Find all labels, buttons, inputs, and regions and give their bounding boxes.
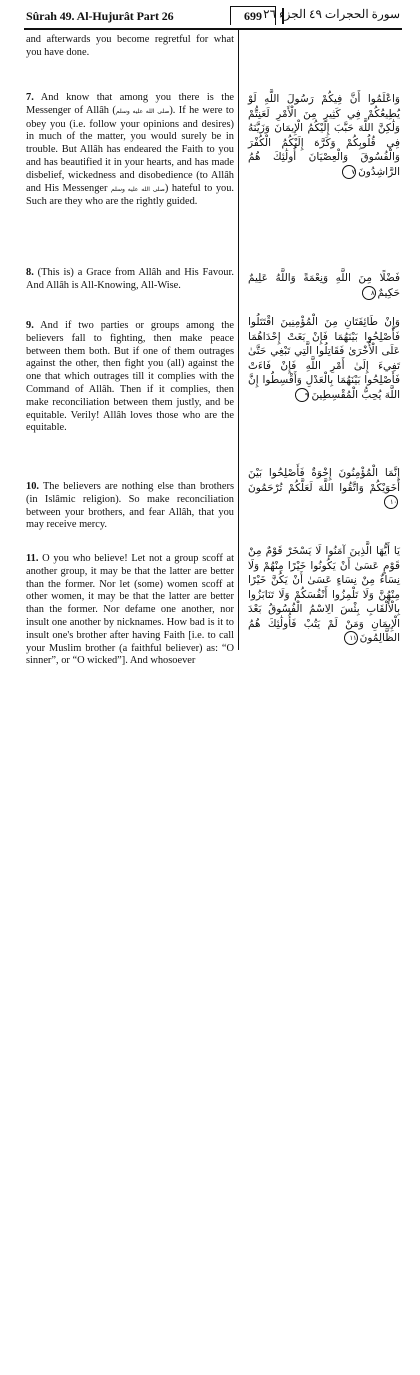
verse-number: 7. xyxy=(26,92,34,103)
honorific: صلى الله عليه وسلم xyxy=(111,185,165,193)
verse-8-arabic: فَضْلًا مِنَ اللَّهِ وَنِعْمَةً وَاللَّهُ عَلِيمٌ حَكِيمٌ٨ xyxy=(248,272,400,299)
verse-9-translation: 9. And if two parties or groups among the believers fall to fighting, then make peace between them both. But if one of them outrages against the other, then fight you (all) against the one that which outrages till it complies with the Command of Allâh. Then if it complies, then make reconciliation between them justly, and be equitable. Verily! Allâh loves those who are the equitable. xyxy=(26,320,234,434)
surah-title: Sûrah 49. Al-Hujurât Part 26 xyxy=(26,9,174,23)
column-divider xyxy=(238,30,239,650)
verse-11-translation: 11. O you who believe! Let not a group scoff at another group, it may be that the latter are better than the former. Nor let (some) women scoff at other women, it may be that the latter are better than the former. Nor defame one another, nor insult one another by nicknames. How bad is it to insult one's brother after having Faith [i.e. to call your Muslim brother (a faithful believer) as: “O sinner”, or “O wicked”]. And whosoever xyxy=(26,553,234,667)
arabic-surah-title: سورة الحجرات ٤٩ الجزء ٢٦ xyxy=(263,7,400,21)
verse-10-translation: 10. The believers are nothing else than brothers (in Islâmic religion). So make reconciliation between your brothers, and fear Allâh, that you may receive mercy. xyxy=(26,481,234,531)
verse-7-translation: 7. And know that among you there is the Messenger of Allâh (صلى الله عليه وسلم). If he were to obey you (i.e. follow your opinions and desires) in much of the matter, you would surely be in trouble. But Allâh has endeared the Faith to you and has beautified it in your hearts, and has made disbelief, wickedness and disobedience (to Allâh and His Messenger صلى الله عليه وسلم) hateful to you. Such are they who are the rightly guided. xyxy=(26,92,235,208)
verse-end-marker-icon: ٨ xyxy=(362,286,376,300)
verse-number: 11. xyxy=(26,553,39,564)
verse-11-arabic: يَا أَيُّهَا الَّذِينَ آمَنُوا لَا يَسْخَرْ قَوْمٌ مِنْ قَوْمٍ عَسَىٰ أَنْ يَكُونُوا خَيْرًا مِنْهُمْ وَلَا نِسَاءٌ مِنْ نِسَاءٍ عَسَىٰ أَنْ يَكُنَّ خَيْرًا مِنْهُنَّ وَلَا تَلْمِزُوا أَنْفُسَكُمْ وَلَا تَنَابَزُوا بِالْأَلْقَابِ بِئْسَ الِاسْمُ الْفُسُوقُ بَعْدَ الْإِيمَانِ وَمَنْ لَمْ يَتُبْ فَأُولَٰئِكَ هُمُ الظَّالِمُونَ١١ xyxy=(248,545,400,644)
verse-end-marker-icon: ١٠ xyxy=(384,495,398,509)
verse-end-marker-icon: ٩ xyxy=(295,388,309,402)
verse-end-marker-icon: ٧ xyxy=(342,165,356,179)
page-number: 699 xyxy=(230,6,276,25)
continuation-text: and afterwards you become regretful for what you have done. xyxy=(26,34,234,58)
page-header xyxy=(24,6,402,30)
verse-number: 8. xyxy=(26,267,34,278)
honorific: صلى الله عليه وسلم xyxy=(115,107,170,115)
verse-number: 9. xyxy=(26,320,34,331)
verse-8-translation: 8. (This is) a Grace from Allâh and His Favour. And Allâh is All-Knowing, All-Wise. xyxy=(26,267,234,291)
verse-7-arabic: وَاعْلَمُوا أَنَّ فِيكُمْ رَسُولَ اللَّهِ لَوْ يُطِيعُكُمْ فِي كَثِيرٍ مِنَ الْأَمْرِ لَعَنِتُّمْ وَلَٰكِنَّ اللَّهَ حَبَّبَ إِلَيْكُمُ الْإِيمَانَ وَزَيَّنَهُ فِي قُلُوبِكُمْ وَكَرَّهَ إِلَيْكُمُ الْكُفْرَ وَالْفُسُوقَ وَالْعِصْيَانَ أُولَٰئِكَ هُمُ الرَّاشِدُونَ٧ xyxy=(248,93,400,178)
verse-9-arabic: وَإِنْ طَائِفَتَانِ مِنَ الْمُؤْمِنِينَ اقْتَتَلُوا فَأَصْلِحُوا بَيْنَهُمَا فَإِنْ بَغَتْ إِحْدَاهُمَا عَلَى الْأُخْرَىٰ فَقَاتِلُوا الَّتِي تَبْغِي حَتَّىٰ تَفِيءَ إِلَىٰ أَمْرِ اللَّهِ فَإِنْ فَاءَتْ فَأَصْلِحُوا بَيْنَهُمَا بِالْعَدْلِ وَأَقْسِطُوا إِنَّ اللَّهَ يُحِبُّ الْمُقْسِطِينَ٩ xyxy=(248,316,400,401)
verse-number: 10. xyxy=(26,481,39,492)
verse-10-arabic: إِنَّمَا الْمُؤْمِنُونَ إِخْوَةٌ فَأَصْلِحُوا بَيْنَ أَخَوَيْكُمْ وَاتَّقُوا اللَّهَ لَعَلَّكُمْ تُرْحَمُونَ١٠ xyxy=(248,466,400,510)
verse-end-marker-icon: ١١ xyxy=(344,631,358,645)
